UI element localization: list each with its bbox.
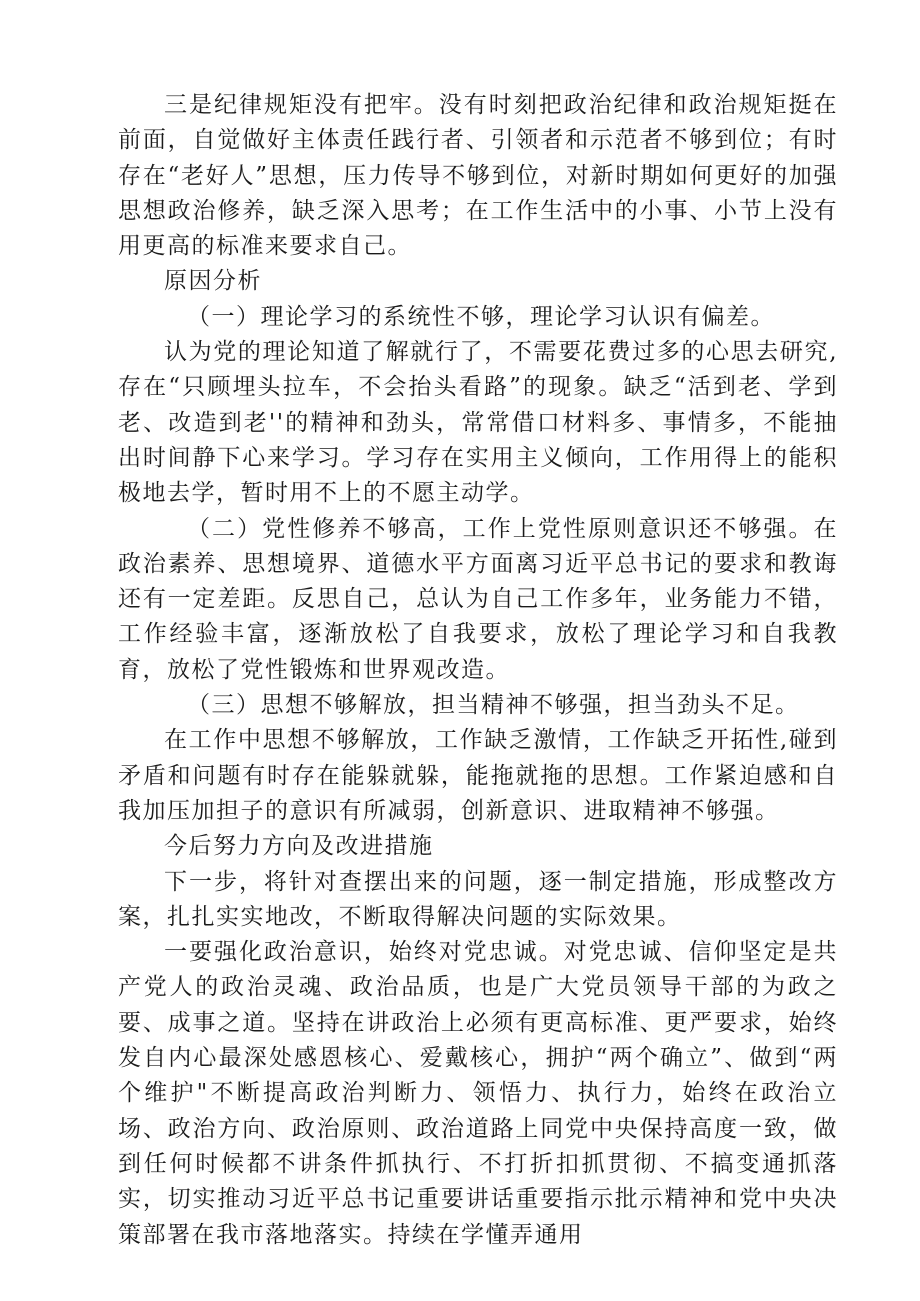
- document-body: [118, 88, 838, 1253]
- subheading-theory-study: （一）理论学习的系统性不够，理论学习认识有偏差。: [187, 303, 775, 330]
- paragraph-theory-study: 认为党的理论知道了解就行了，不需要花费过多的心思去研究,存在“只顾埋头拉车，不会抬头看路”的现象。缺乏“活到老、学到老、改造到老''的精神和劲头，常常借口材料多、事情多，不能抽出时间静下心来学习。学习存在实用主义倾向，工作用得上的能积极地去学，暂时用不上的不愿主动学。: [118, 339, 838, 507]
- paragraph-thinking: 在工作中思想不够解放，工作缺乏激情，工作缺乏开拓性,碰到矛盾和问题有时存在能躲就躲，能拖就拖的思想。工作紧迫感和自我加压加担子的意识有所减弱，创新意识、进取精神不够强。: [118, 727, 838, 824]
- heading-cause-analysis: 原因分析: [164, 268, 262, 295]
- paragraph-discipline: 三是纪律规矩没有把牢。没有时刻把政治纪律和政治规矩挺在前面，自觉做好主体责任践行者、引领者和示范者不够到位；有时存在“老好人”思想，压力传导不够到位，对新时期如何更好的加强思想政治修养，缺乏深入思考；在工作生活中的小事、小节上没有用更高的标准来要求自己。: [118, 92, 838, 260]
- paragraph-political-awareness: 一要强化政治意识，始终对党忠诚。对党忠诚、信仰坚定是共产党人的政治灵魂、政治品质，也是广大党员领导干部的为政之要、成事之道。坚持在讲政治上必须有更高标准、更严要求，始终发自内心最深处感恩核心、爱戴核心，拥护“两个确立”、做到“两个维护"不断提高政治判断力、领悟力、执行力，始终在政治立场、政治方向、政治原则、政治道路上同党中央保持高度一致，做到任何时候都不讲条件抓执行、不打折扣抓贯彻、不搞变通抓落实，切实推动习近平总书记重要讲话重要指示批示精神和党中央决策部署在我市落地落实。持续在学懂弄通用: [118, 939, 838, 1248]
- subheading-thinking: （三）思想不够解放，担当精神不够强，担当劲头不足。: [187, 692, 800, 719]
- paragraph-next-step: 下一步，将针对查摆出来的问题，逐一制定措施，形成整改方案，扎扎实实地改，不断取得解决问题的实际效果。: [118, 868, 838, 930]
- heading-improvement-measures: 今后努力方向及改进措施: [164, 833, 434, 860]
- paragraph-party-spirit: （二）党性修养不够高，工作上党性原则意识还不够强。在政治素养、思想境界、道德水平方面离习近平总书记的要求和教诲还有一定差距。反思自己，总认为自己工作多年，业务能力不错，工作经验丰富，逐渐放松了自我要求，放松了理论学习和自我教育，放松了党性锻炼和世界观改造。: [118, 515, 838, 683]
